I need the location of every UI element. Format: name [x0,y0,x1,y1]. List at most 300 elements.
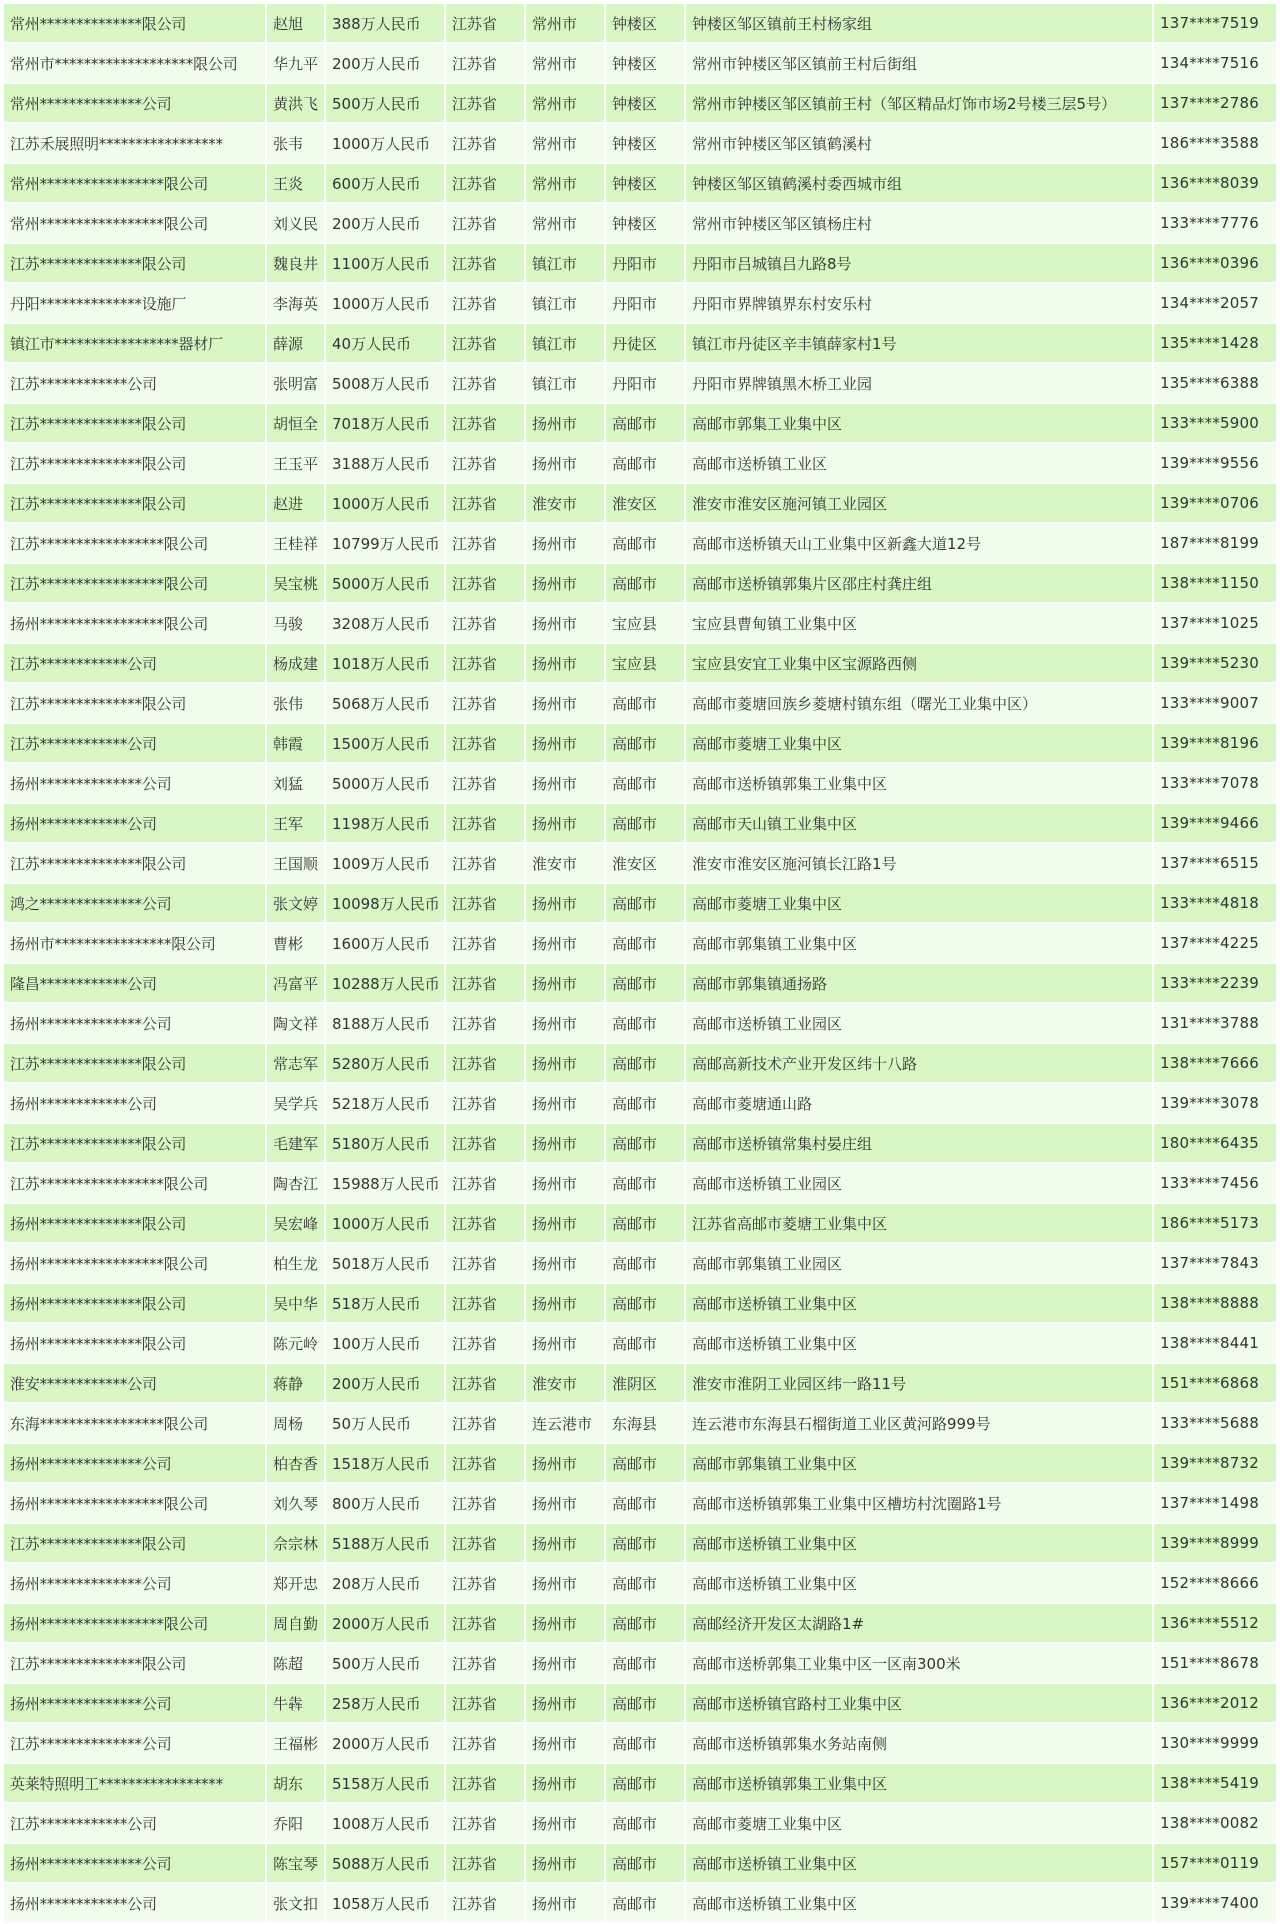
address-cell: 高邮经济开发区太湖路1# [686,1604,1154,1644]
company-name-cell: 英莱特照明工***************** [4,1764,267,1804]
company-name-cell: 江苏*****************限公司 [4,524,267,564]
phone-cell: 137****7843 [1154,1244,1276,1284]
province-cell: 江苏省 [446,244,526,284]
phone-cell: 186****5173 [1154,1204,1276,1244]
registered-capital-cell: 10288万人民币 [326,964,446,1004]
city-cell: 扬州市 [526,804,606,844]
district-cell: 高邮市 [606,804,686,844]
address-cell: 常州市钟楼区邹区镇前王村后街组 [686,44,1154,84]
registered-capital-cell: 800万人民币 [326,1484,446,1524]
district-cell: 高邮市 [606,1444,686,1484]
table-row [4,444,1276,484]
company-name-cell: 扬州**************公司 [4,764,267,804]
province-cell: 江苏省 [446,764,526,804]
address-cell: 高邮市送桥镇工业集中区 [686,1324,1154,1364]
company-name-cell: 扬州*****************限公司 [4,604,267,644]
registered-capital-cell: 1000万人民币 [326,124,446,164]
company-name-cell: 江苏**************限公司 [4,684,267,724]
table-row [4,1804,1276,1844]
table-row [4,1044,1276,1084]
address-cell: 高邮市送桥镇常集村晏庄组 [686,1124,1154,1164]
province-cell: 江苏省 [446,1804,526,1844]
legal-person-cell: 郑开忠 [267,1564,326,1604]
province-cell: 江苏省 [446,1684,526,1724]
district-cell: 丹阳市 [606,284,686,324]
district-cell: 高邮市 [606,564,686,604]
city-cell: 常州市 [526,44,606,84]
city-cell: 常州市 [526,4,606,44]
district-cell: 高邮市 [606,1724,686,1764]
table-row [4,764,1276,804]
phone-cell: 138****5419 [1154,1764,1276,1804]
phone-cell: 139****9556 [1154,444,1276,484]
legal-person-cell: 张伟 [267,684,326,724]
company-name-cell: 扬州**************公司 [4,1564,267,1604]
phone-cell: 133****2239 [1154,964,1276,1004]
city-cell: 扬州市 [526,444,606,484]
district-cell: 高邮市 [606,1164,686,1204]
province-cell: 江苏省 [446,1284,526,1324]
table-row [4,524,1276,564]
legal-person-cell: 曹彬 [267,924,326,964]
district-cell: 高邮市 [606,1804,686,1844]
registered-capital-cell: 15988万人民币 [326,1164,446,1204]
city-cell: 扬州市 [526,1444,606,1484]
phone-cell: 187****8199 [1154,524,1276,564]
table-row [4,1124,1276,1164]
table-row [4,284,1276,324]
registered-capital-cell: 5218万人民币 [326,1084,446,1124]
city-cell: 淮安市 [526,484,606,524]
legal-person-cell: 李海英 [267,284,326,324]
district-cell: 高邮市 [606,1844,686,1884]
city-cell: 镇江市 [526,284,606,324]
registered-capital-cell: 5068万人民币 [326,684,446,724]
province-cell: 江苏省 [446,684,526,724]
province-cell: 江苏省 [446,1164,526,1204]
address-cell: 淮安市淮阴工业园区纬一路11号 [686,1364,1154,1404]
city-cell: 扬州市 [526,1324,606,1364]
city-cell: 扬州市 [526,1284,606,1324]
province-cell: 江苏省 [446,1604,526,1644]
legal-person-cell: 刘久琴 [267,1484,326,1524]
phone-cell: 157****0119 [1154,1844,1276,1884]
district-cell: 高邮市 [606,1764,686,1804]
city-cell: 扬州市 [526,564,606,604]
district-cell: 钟楼区 [606,44,686,84]
province-cell: 江苏省 [446,1244,526,1284]
registered-capital-cell: 5188万人民币 [326,1524,446,1564]
address-cell: 高邮市送桥镇郭集工业集中区 [686,764,1154,804]
address-cell: 丹阳市吕城镇吕九路8号 [686,244,1154,284]
city-cell: 扬州市 [526,1004,606,1044]
city-cell: 常州市 [526,164,606,204]
province-cell: 江苏省 [446,1404,526,1444]
city-cell: 淮安市 [526,1364,606,1404]
table-row [4,684,1276,724]
legal-person-cell: 乔阳 [267,1804,326,1844]
company-name-cell: 江苏**************限公司 [4,1124,267,1164]
phone-cell: 137****4225 [1154,924,1276,964]
registered-capital-cell: 1000万人民币 [326,1204,446,1244]
address-cell: 淮安市淮安区施河镇长江路1号 [686,844,1154,884]
phone-cell: 136****8039 [1154,164,1276,204]
district-cell: 高邮市 [606,884,686,924]
registered-capital-cell: 500万人民币 [326,1644,446,1684]
registered-capital-cell: 7018万人民币 [326,404,446,444]
company-name-cell: 镇江市*****************器材厂 [4,324,267,364]
address-cell: 高邮市菱塘通山路 [686,1084,1154,1124]
province-cell: 江苏省 [446,524,526,564]
province-cell: 江苏省 [446,324,526,364]
table-row [4,1404,1276,1444]
city-cell: 扬州市 [526,1244,606,1284]
province-cell: 江苏省 [446,484,526,524]
table-row [4,604,1276,644]
province-cell: 江苏省 [446,1324,526,1364]
district-cell: 东海县 [606,1404,686,1444]
city-cell: 常州市 [526,124,606,164]
registered-capital-cell: 1518万人民币 [326,1444,446,1484]
table-row [4,1364,1276,1404]
legal-person-cell: 赵旭 [267,4,326,44]
company-name-cell: 隆昌************公司 [4,964,267,1004]
company-name-cell: 扬州**************公司 [4,1684,267,1724]
phone-cell: 137****6515 [1154,844,1276,884]
legal-person-cell: 王桂祥 [267,524,326,564]
province-cell: 江苏省 [446,1084,526,1124]
phone-cell: 133****9007 [1154,684,1276,724]
district-cell: 丹阳市 [606,244,686,284]
city-cell: 扬州市 [526,1204,606,1244]
phone-cell: 136****0396 [1154,244,1276,284]
legal-person-cell: 陶文祥 [267,1004,326,1044]
province-cell: 江苏省 [446,804,526,844]
legal-person-cell: 冯富平 [267,964,326,1004]
city-cell: 扬州市 [526,1724,606,1764]
address-cell: 高邮市送桥镇工业园区 [686,1164,1154,1204]
phone-cell: 138****0082 [1154,1804,1276,1844]
company-name-cell: 江苏**************限公司 [4,484,267,524]
legal-person-cell: 胡东 [267,1764,326,1804]
legal-person-cell: 王军 [267,804,326,844]
table-row [4,84,1276,124]
province-cell: 江苏省 [446,204,526,244]
province-cell: 江苏省 [446,1204,526,1244]
address-cell: 高邮市菱塘工业集中区 [686,884,1154,924]
province-cell: 江苏省 [446,4,526,44]
phone-cell: 135****6388 [1154,364,1276,404]
phone-cell: 139****9466 [1154,804,1276,844]
company-name-cell: 扬州*****************限公司 [4,1604,267,1644]
company-name-cell: 江苏************公司 [4,724,267,764]
registered-capital-cell: 1058万人民币 [326,1884,446,1924]
legal-person-cell: 常志军 [267,1044,326,1084]
registered-capital-cell: 1000万人民币 [326,284,446,324]
registered-capital-cell: 10098万人民币 [326,884,446,924]
district-cell: 高邮市 [606,1204,686,1244]
city-cell: 扬州市 [526,684,606,724]
table-row [4,844,1276,884]
phone-cell: 138****1150 [1154,564,1276,604]
address-cell: 常州市钟楼区邹区镇鹤溪村 [686,124,1154,164]
legal-person-cell: 赵进 [267,484,326,524]
district-cell: 高邮市 [606,404,686,444]
address-cell: 高邮市菱塘工业集中区 [686,724,1154,764]
district-cell: 高邮市 [606,1564,686,1604]
city-cell: 连云港市 [526,1404,606,1444]
district-cell: 钟楼区 [606,164,686,204]
company-name-cell: 扬州************公司 [4,1084,267,1124]
province-cell: 江苏省 [446,44,526,84]
province-cell: 江苏省 [446,1764,526,1804]
registered-capital-cell: 1198万人民币 [326,804,446,844]
province-cell: 江苏省 [446,644,526,684]
legal-person-cell: 王国顺 [267,844,326,884]
city-cell: 扬州市 [526,1524,606,1564]
address-cell: 丹阳市界牌镇界东村安乐村 [686,284,1154,324]
legal-person-cell: 魏良井 [267,244,326,284]
district-cell: 高邮市 [606,724,686,764]
phone-cell: 186****3588 [1154,124,1276,164]
phone-cell: 139****0706 [1154,484,1276,524]
table-row [4,44,1276,84]
city-cell: 扬州市 [526,1124,606,1164]
phone-cell: 136****5512 [1154,1604,1276,1644]
district-cell: 高邮市 [606,1324,686,1364]
province-cell: 江苏省 [446,1444,526,1484]
company-name-cell: 江苏**************限公司 [4,1044,267,1084]
legal-person-cell: 胡恒全 [267,404,326,444]
city-cell: 扬州市 [526,1484,606,1524]
registered-capital-cell: 5088万人民币 [326,1844,446,1884]
registered-capital-cell: 1009万人民币 [326,844,446,884]
city-cell: 扬州市 [526,924,606,964]
table-row [4,1764,1276,1804]
phone-cell: 133****7776 [1154,204,1276,244]
province-cell: 江苏省 [446,1564,526,1604]
district-cell: 丹阳市 [606,364,686,404]
company-name-cell: 扬州**************限公司 [4,1324,267,1364]
address-cell: 高邮市郭集镇工业集中区 [686,1444,1154,1484]
address-cell: 高邮市送桥镇工业园区 [686,1004,1154,1044]
address-cell: 淮安市淮安区施河镇工业园区 [686,484,1154,524]
district-cell: 高邮市 [606,1884,686,1924]
table-row [4,1084,1276,1124]
city-cell: 扬州市 [526,1604,606,1644]
province-cell: 江苏省 [446,1524,526,1564]
address-cell: 宝应县安宜工业集中区宝源路西侧 [686,644,1154,684]
district-cell: 宝应县 [606,604,686,644]
city-cell: 扬州市 [526,1684,606,1724]
province-cell: 江苏省 [446,1844,526,1884]
phone-cell: 139****8732 [1154,1444,1276,1484]
address-cell: 高邮市送桥镇工业集中区 [686,1564,1154,1604]
table-row [4,1444,1276,1484]
province-cell: 江苏省 [446,564,526,604]
company-name-cell: 常州**************公司 [4,84,267,124]
city-cell: 常州市 [526,84,606,124]
table-row [4,1724,1276,1764]
legal-person-cell: 柏杏香 [267,1444,326,1484]
company-name-cell: 江苏**************限公司 [4,404,267,444]
legal-person-cell: 蒋静 [267,1364,326,1404]
table-row [4,4,1276,44]
legal-person-cell: 陈超 [267,1644,326,1684]
legal-person-cell: 吴宝桃 [267,564,326,604]
city-cell: 扬州市 [526,1884,606,1924]
legal-person-cell: 张明富 [267,364,326,404]
city-cell: 扬州市 [526,1084,606,1124]
registered-capital-cell: 3188万人民币 [326,444,446,484]
district-cell: 淮安区 [606,484,686,524]
address-cell: 高邮市送桥镇工业集中区 [686,1844,1154,1884]
city-cell: 扬州市 [526,644,606,684]
city-cell: 扬州市 [526,1044,606,1084]
address-cell: 江苏省高邮市菱塘工业集中区 [686,1204,1154,1244]
table-row [4,404,1276,444]
table-row [4,1004,1276,1044]
company-name-cell: 扬州**************限公司 [4,1204,267,1244]
district-cell: 高邮市 [606,1524,686,1564]
city-cell: 扬州市 [526,1564,606,1604]
district-cell: 高邮市 [606,964,686,1004]
phone-cell: 137****1498 [1154,1484,1276,1524]
company-name-cell: 江苏*****************限公司 [4,1164,267,1204]
legal-person-cell: 佘宗林 [267,1524,326,1564]
phone-cell: 133****5900 [1154,404,1276,444]
province-cell: 江苏省 [446,1044,526,1084]
table-row [4,1564,1276,1604]
address-cell: 高邮市送桥郭集工业集中区一区南300米 [686,1644,1154,1684]
address-cell: 钟楼区邹区镇前王村杨家组 [686,4,1154,44]
address-cell: 宝应县曹甸镇工业集中区 [686,604,1154,644]
address-cell: 高邮市菱塘回族乡菱塘村镇东组（曙光工业集中区） [686,684,1154,724]
table-row [4,324,1276,364]
province-cell: 江苏省 [446,844,526,884]
city-cell: 扬州市 [526,404,606,444]
phone-cell: 139****7400 [1154,1884,1276,1924]
table-row [4,1324,1276,1364]
registered-capital-cell: 5000万人民币 [326,764,446,804]
address-cell: 高邮市郭集镇工业园区 [686,1244,1154,1284]
legal-person-cell: 华九平 [267,44,326,84]
address-cell: 高邮市送桥镇官路村工业集中区 [686,1684,1154,1724]
company-name-cell: 江苏**************公司 [4,1724,267,1764]
district-cell: 钟楼区 [606,204,686,244]
province-cell: 江苏省 [446,1004,526,1044]
phone-cell: 133****7078 [1154,764,1276,804]
city-cell: 扬州市 [526,764,606,804]
legal-person-cell: 王福彬 [267,1724,326,1764]
address-cell: 镇江市丹徒区辛丰镇薛家村1号 [686,324,1154,364]
registered-capital-cell: 5008万人民币 [326,364,446,404]
phone-cell: 151****8678 [1154,1644,1276,1684]
company-name-cell: 扬州市****************限公司 [4,924,267,964]
company-name-cell: 江苏**************限公司 [4,844,267,884]
city-cell: 常州市 [526,204,606,244]
district-cell: 高邮市 [606,1604,686,1644]
district-cell: 钟楼区 [606,124,686,164]
district-cell: 高邮市 [606,684,686,724]
address-cell: 常州市钟楼区邹区镇前王村（邹区精品灯饰市场2号楼三层5号） [686,84,1154,124]
phone-cell: 139****3078 [1154,1084,1276,1124]
province-cell: 江苏省 [446,284,526,324]
phone-cell: 137****2786 [1154,84,1276,124]
province-cell: 江苏省 [446,1484,526,1524]
province-cell: 江苏省 [446,84,526,124]
legal-person-cell: 刘猛 [267,764,326,804]
district-cell: 宝应县 [606,644,686,684]
company-name-cell: 常州市*******************限公司 [4,44,267,84]
company-name-cell: 常州*****************限公司 [4,204,267,244]
company-name-cell: 丹阳**************设施厂 [4,284,267,324]
province-cell: 江苏省 [446,964,526,1004]
address-cell: 高邮市送桥镇天山工业集中区新鑫大道12号 [686,524,1154,564]
province-cell: 江苏省 [446,1644,526,1684]
company-name-cell: 扬州************公司 [4,804,267,844]
registered-capital-cell: 518万人民币 [326,1284,446,1324]
table-row [4,1684,1276,1724]
phone-cell: 180****6435 [1154,1124,1276,1164]
address-cell: 钟楼区邹区镇鹤溪村委西城市组 [686,164,1154,204]
table-row [4,804,1276,844]
registered-capital-cell: 1018万人民币 [326,644,446,684]
legal-person-cell: 柏生龙 [267,1244,326,1284]
phone-cell: 137****1025 [1154,604,1276,644]
table-row [4,1284,1276,1324]
city-cell: 扬州市 [526,1644,606,1684]
legal-person-cell: 杨成建 [267,644,326,684]
legal-person-cell: 吴学兵 [267,1084,326,1124]
table-row [4,364,1276,404]
company-name-cell: 江苏**************限公司 [4,1524,267,1564]
phone-cell: 133****7456 [1154,1164,1276,1204]
province-cell: 江苏省 [446,444,526,484]
address-cell: 高邮市菱塘工业集中区 [686,1804,1154,1844]
province-cell: 江苏省 [446,404,526,444]
address-cell: 高邮高新技术产业开发区纬十八路 [686,1044,1154,1084]
registered-capital-cell: 258万人民币 [326,1684,446,1724]
registered-capital-cell: 200万人民币 [326,1364,446,1404]
address-cell: 高邮市送桥镇郭集片区邵庄村龚庄组 [686,564,1154,604]
province-cell: 江苏省 [446,1724,526,1764]
city-cell: 扬州市 [526,1804,606,1844]
registered-capital-cell: 100万人民币 [326,1324,446,1364]
table-row [4,124,1276,164]
phone-cell: 138****8441 [1154,1324,1276,1364]
company-name-cell: 江苏**************限公司 [4,1644,267,1684]
table-row [4,1844,1276,1884]
district-cell: 高邮市 [606,444,686,484]
address-cell: 高邮市送桥镇郭集水务站南侧 [686,1724,1154,1764]
table-row [4,644,1276,684]
legal-person-cell: 周杨 [267,1404,326,1444]
table-row [4,1604,1276,1644]
address-cell: 丹阳市界牌镇黑木桥工业园 [686,364,1154,404]
table-row [4,564,1276,604]
district-cell: 高邮市 [606,1644,686,1684]
table-row [4,244,1276,284]
company-name-cell: 江苏************公司 [4,644,267,684]
phone-cell: 139****5230 [1154,644,1276,684]
phone-cell: 139****8999 [1154,1524,1276,1564]
phone-cell: 133****4818 [1154,884,1276,924]
registered-capital-cell: 5000万人民币 [326,564,446,604]
district-cell: 钟楼区 [606,84,686,124]
phone-cell: 131****3788 [1154,1004,1276,1044]
city-cell: 镇江市 [526,364,606,404]
